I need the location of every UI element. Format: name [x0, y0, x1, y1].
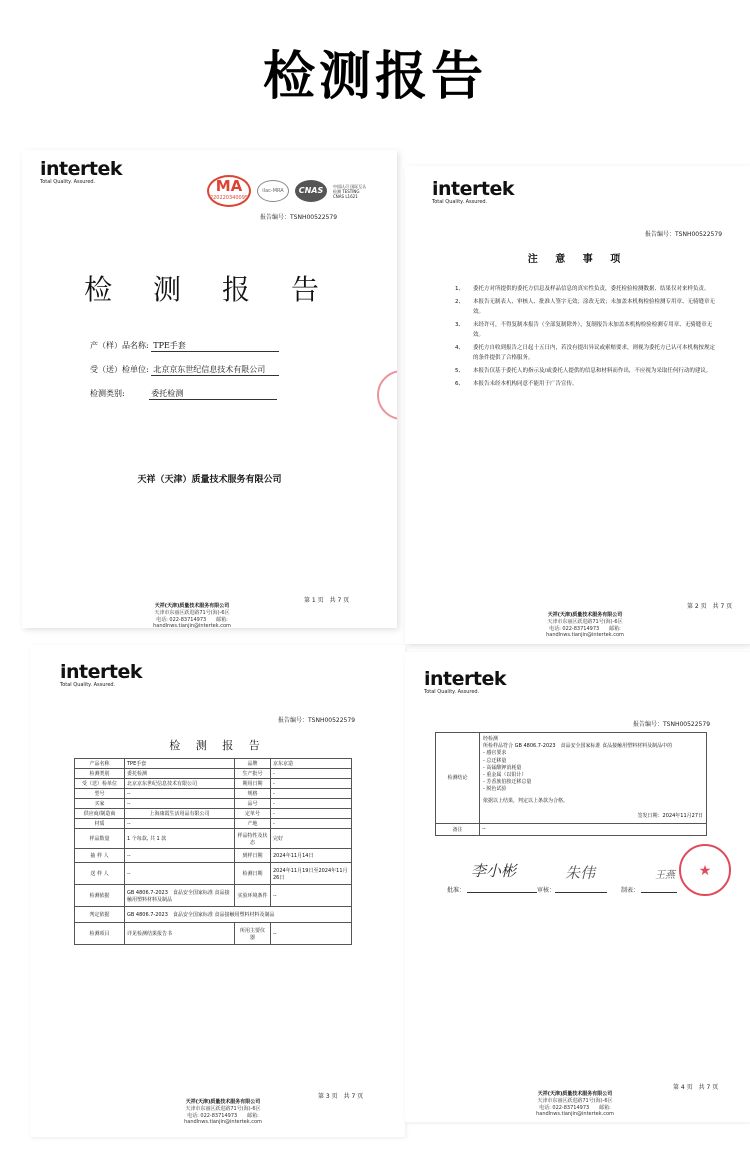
table-row: 检测依据 GB 4806.7-2023 食品安全国家标准 食品接触用塑料材料及制品 实验环境条件 --: [75, 885, 352, 907]
report-number: 报告编号：TSNH00522579: [633, 721, 711, 728]
page-footer: 天祥(天津)质量技术服务有限公司 天津市东丽区跃进路71号(海)-6区 电话: 022-83714973 邮箱: handlnws.tianjin@intertek.com: [153, 603, 231, 628]
issuing-company: 天祥（天津）质量技术服务有限公司: [137, 475, 282, 485]
ilac-mra-icon: ilac-MRA: [257, 180, 289, 202]
report-page-1: [22, 150, 397, 628]
notice-item: 3、 未经许可，不得复制本报告（全部复制除外），复制报告未加盖本机构检验检测专用章、无骑缝章无效。: [455, 322, 713, 338]
prepare-label: 制表：: [621, 887, 640, 894]
conclusion-table: [435, 732, 707, 836]
seal-stamp-edge: [377, 370, 397, 420]
cnas-mark-icon: CNAS: [295, 180, 327, 202]
report-page-3: [30, 645, 405, 1137]
table-row: 检测类别 委托检测 生产批号 -: [75, 769, 352, 779]
table-row: 抽 样 人 -- 到样日期 2024年11月14日: [75, 849, 352, 863]
notice-title: 注 意 事 项: [527, 254, 628, 265]
conclusion-content: 经检测 所检样品符合 GB 4806.7-2023 食品安全国家标准 食品接触用塑料材料及制品中的 - 感官要求 - 总迁移量 - 高锰酸钾消耗量 - 重金属（以铅计） - 芳香族伯胺迁移总量 - 脱色试验 依据以上结果，判定以上条款为合格。 签发日期：2024年11月27日: [480, 733, 707, 824]
intertek-logo: intertek Total Quality. Assured.: [432, 178, 514, 205]
report-info-table: [74, 758, 352, 945]
report-number: 报告编号：TSNH00522579: [260, 214, 338, 221]
table-row: 材质 -- 产地 -: [75, 819, 352, 829]
table-row: 型号 -- 规格 -: [75, 789, 352, 799]
page-footer: 天祥(天津)质量技术服务有限公司 天津市东丽区跃进路71号(海)-6区 电话: 022-83714973 邮箱: handlnws.tianjin@intertek.com: [546, 612, 624, 638]
report-number: 报告编号：TSNH00522579: [278, 717, 356, 724]
conclusion-label: 检测结论: [436, 733, 480, 824]
report-page-4: [405, 652, 750, 1122]
notice-list: [455, 284, 717, 392]
table-row: 备注 --: [436, 824, 707, 836]
certification-marks: [207, 175, 367, 207]
table-row: 产品名称 TPE手套 品牌 京东京造: [75, 759, 352, 769]
report-title: 检 测 报 告: [84, 273, 335, 306]
field-client: 受（送）检单位: 北京京东世纪信息技术有限公司: [90, 364, 279, 376]
prepare-line: [641, 892, 677, 893]
approve-label: 批准：: [447, 887, 466, 894]
official-seal-icon: ★: [679, 844, 731, 896]
table-row: 供应商/制造商 上海康霞生活用品有限公司 定单号 -: [75, 809, 352, 819]
cnas-text: 中国认可 国际互认 检测 TESTING CNAS L1621: [333, 183, 367, 199]
intertek-logo: intertek Total Quality. Assured.: [60, 661, 142, 688]
page-footer: 天祥(天津)质量技术服务有限公司 天津市东丽区跃进路71号(海)-6区 电话: 022-83714973 邮箱: handlnws.tianjin@intertek.com: [184, 1099, 262, 1125]
intertek-logo: intertek Total Quality. Assured.: [40, 158, 122, 185]
report-page-2: [405, 166, 750, 644]
intertek-logo: intertek Total Quality. Assured.: [424, 668, 506, 695]
page-footer: 天祥(天津)质量技术服务有限公司 天津市东丽区跃进路71号(海)-6区 电话: 022-83714973 邮箱: handlnws.tianjin@intertek.com: [536, 1091, 614, 1117]
notice-item: 6、 本报告未经本机构同意不能用于广告宣传。: [455, 381, 578, 387]
notice-item: 5、 本报告仅基于委托人的指示及/或委托人提供的信息和材料而作出，不应视为采取任何行动的建议。: [455, 368, 712, 374]
table-row: 样品数量 1 个每款, 共 1 款 样品特性及状态 完好: [75, 829, 352, 849]
review-line: [555, 892, 607, 893]
page-number: 第 2 页 共 7 页: [687, 603, 733, 610]
table-row: 买家 -- 品号 -: [75, 799, 352, 809]
table-row: 检测项目 详见检测结果报告书 所用主要仪 器 --: [75, 923, 352, 945]
table-row: 受（送）检单位 北京京东世纪信息技术有限公司 期用日期 -: [75, 779, 352, 789]
table-row: [436, 733, 707, 824]
report-title: 检 测 报 告: [169, 739, 266, 752]
cma-mark-icon: MA 220220340095: [207, 175, 251, 207]
preparer-signature: 王燕: [655, 870, 675, 881]
table-row: 送 样 人 -- 检测日期 2024年11月19日至2024年11月26日: [75, 863, 352, 885]
reviewer-signature: 朱伟: [565, 864, 596, 882]
approver-signature: 李小彬: [471, 862, 517, 880]
page-number: 第 3 页 共 7 页: [318, 1093, 364, 1100]
notice-item: 4、 委托方自收到报告之日起十五日内，若没有提出异议或索赔要求，则视为委托方已认可本机构按规定的条件提供了合格服务。: [455, 345, 716, 361]
page-number: 第 4 页 共 7 页: [673, 1084, 719, 1091]
notice-item: 2、 本报告无制表人、审核人、批准人签字无效；涂改无效；未加盖本机构检验检测专用章、无骑缝章无效。: [455, 299, 716, 315]
approve-line: [467, 892, 537, 893]
issue-date: 签发日期：2024年11月27日: [637, 812, 703, 819]
review-label: 审核：: [537, 887, 556, 894]
page-number: 第 1 页 共 7 页: [304, 597, 350, 604]
page-title: 检测报告: [262, 47, 487, 107]
field-product: 产（样）品名称: TPE手套: [90, 340, 279, 352]
notice-item: 1、 委托方对所提供的委托方信息及样品信息的真实性负责，委托检验检测数据、结果仅对来样负责。: [455, 286, 710, 292]
field-category: 检测类别: 委托检测: [90, 388, 277, 400]
table-row: 判定依据 GB 4806.7-2023 食品安全国家标准 食品接触用塑料材料及制品: [75, 907, 352, 923]
report-number: 报告编号：TSNH00522579: [645, 231, 723, 238]
